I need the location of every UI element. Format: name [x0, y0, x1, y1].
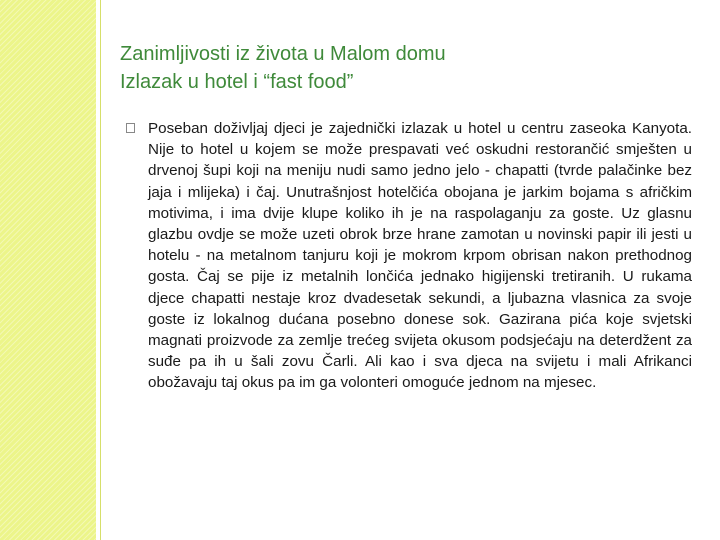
square-bullet-icon [126, 123, 135, 133]
side-divider-line [100, 0, 101, 540]
decorative-side-band [0, 0, 96, 540]
slide-title-line-1: Zanimljivosti iz života u Malom domu [120, 43, 446, 65]
slide-title-line-2: Izlazak u hotel i “fast food” [120, 71, 354, 93]
bullet-paragraph: Poseban doživljaj djeci je zajednički izlazak u hotel u centru zaseoka Kanyota. Nije to hotel u kojem se može prespavati već oskudni restorančić smješten u drvenoj šupi koji na meniju nudi samo jedno jelo - chapatti (tvrde palačinke bez jaja i mlijeka) i čaj. Unutrašnjost hotelčića obojana je jarkim bojama s afričkim motivima, i ima dvije klupe koliko ih je na raspolaganju za goste. Uz glasnu glazbu ovdje se može uzeti obrok brze hrane zamotan u novinski papir ili jesti u hotelu - na metalnom tanjuru koji je mokrom krpom obrisan nakon prethodnog gosta. Čaj se pije iz metalnih lončića jednako higijenski tretiranih. U rukama djece chapatti nestaje kroz dvadesetak sekundi, a ljubazna vlasnica za svoje goste iz lokalnog dućana posebno donese sok. Gazirana pića koje svjetski magnati proizvode za zemlje trećeg svijeta okusom podsjećaju na deterdžent za suđe pa ih u šali zovu Čarli. Ali kao i sva djeca na svijetu i mali Afrikanci obožavaju taj okus pa im ga volonteri omoguće jednom na mjesec. [148, 120, 692, 392]
slide-title [120, 40, 680, 96]
